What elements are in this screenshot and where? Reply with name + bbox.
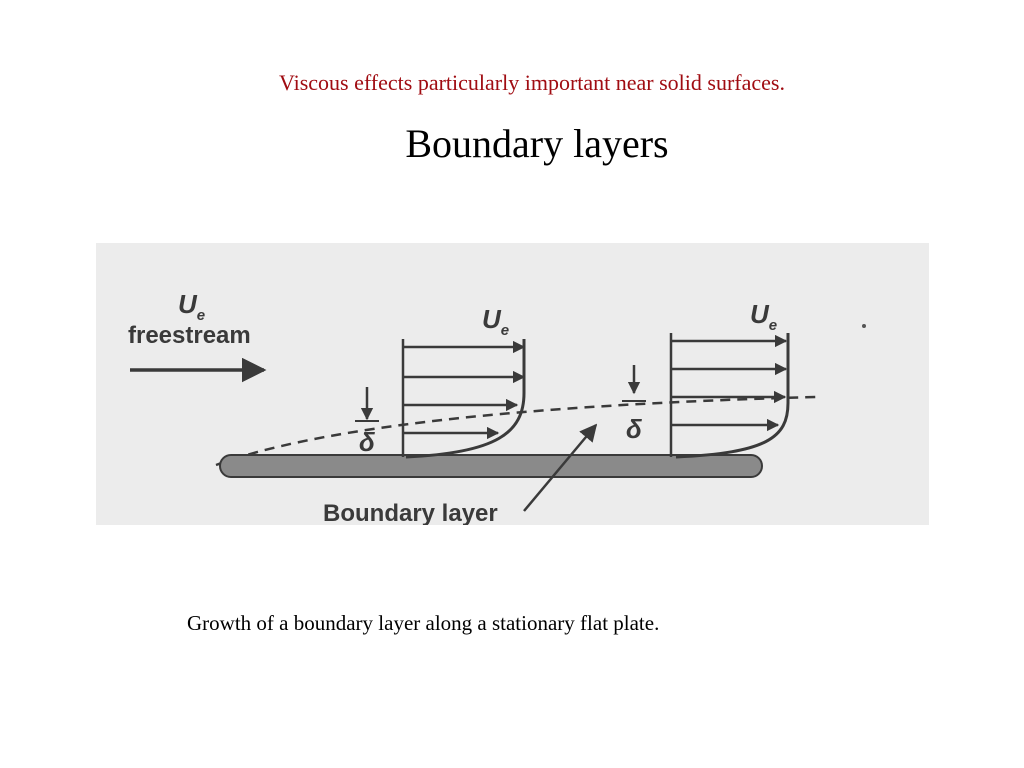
thickness-symbol-2: δ	[626, 414, 642, 444]
freestream-symbol: $U_e$	[178, 289, 206, 324]
scan-speck	[862, 324, 866, 328]
figure-caption: Growth of a boundary layer along a stationary flat plate.	[187, 611, 660, 635]
slide-title: Boundary layers	[405, 121, 669, 166]
boundary-layer-diagram	[96, 243, 929, 525]
velocity-profile-1	[403, 339, 524, 457]
edge-velocity-symbol-1: $U_e$	[482, 304, 510, 339]
velocity-profile-2	[671, 333, 788, 457]
freestream-label: freestream	[128, 322, 251, 349]
flat-plate	[220, 455, 762, 477]
boundary-layer-label: Boundary layer	[323, 500, 498, 525]
edge-velocity-symbol-2: $U_e$	[750, 299, 778, 334]
thickness-symbol-1: δ	[359, 427, 375, 457]
slide-subtitle: Viscous effects particularly important near solid surfaces.	[279, 70, 785, 95]
